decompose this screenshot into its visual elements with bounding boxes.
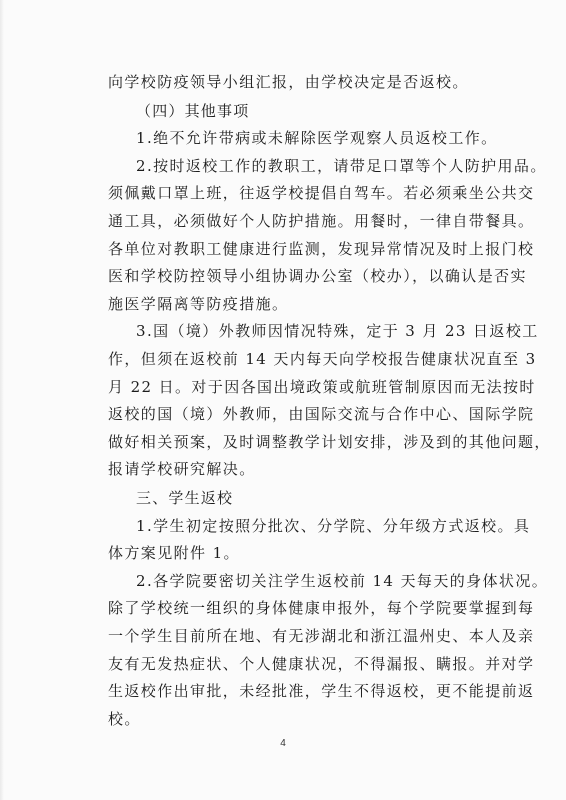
page-number: 4 <box>280 738 286 749</box>
item-3-text: 返校的国（境）外教师，由国际交流与合作中心、国际学院 <box>108 405 535 423</box>
student-item-2-text: 一个学生目前所在地、有无涉湖北和浙江温州史、本人及亲 <box>108 627 535 645</box>
section-heading-other-matters: （四）其他事项 <box>136 102 250 120</box>
text-line-continuation: 向学校防疫领导小组汇报，由学校决定是否返校。 <box>108 73 469 91</box>
item-3-text: 月 22 日。对于因各国出境政策或航班管制原因而无法按时 <box>108 378 536 396</box>
item-3-text: 作，但须在返校前 14 天内每天向学校报告健康状况直至 3 <box>108 350 537 368</box>
student-item-1-text: 1.学生初定按照分批次、分学院、分年级方式返校。具 <box>136 517 531 535</box>
item-3-text: 报请学校研究解决。 <box>108 460 256 478</box>
item-3-text: 3.国（境）外教师因情况特殊，定于 3 月 23 日返校工 <box>136 322 539 340</box>
student-item-2-text: 除了学校统一组织的身体健康申报外，每个学院要掌握到每 <box>108 599 535 617</box>
student-item-1-text: 体方案见附件 1。 <box>108 544 240 562</box>
student-item-2-text: 生返校作出审批，未经批准，学生不得返校，更不能提前返 <box>108 682 535 700</box>
student-item-2-text: 友有无发热症状、个人健康状况，不得漏报、瞒报。并对学 <box>108 655 535 673</box>
item-2-text: 医和学校防控领导小组协调办公室（校办），以确认是否实 <box>108 267 527 285</box>
item-2-text: 2.按时返校工作的教职工，请带足口罩等个人防护用品。 <box>136 157 547 175</box>
item-2-text: 通工具，必须做好个人防护措施。用餐时，一律自带餐具。 <box>108 212 535 230</box>
item-2-text: 施医学隔离等防疫措施。 <box>108 295 289 313</box>
scan-edge <box>0 0 4 800</box>
student-item-2-text: 校。 <box>108 710 141 728</box>
section-heading-student-return: 三、学生返校 <box>136 489 234 507</box>
item-3-text: 做好相关预案，及时调整教学计划安排，涉及到的其他问题， <box>108 433 551 451</box>
item-2-text: 须佩戴口罩上班，往返学校提倡自驾车。若必须乘坐公共交 <box>108 184 535 202</box>
item-1-text: 1.绝不允许带病或未解除医学观察人员返校工作。 <box>136 129 498 147</box>
student-item-2-text: 2.各学院要密切关注学生返校前 14 天每天的身体状况。 <box>136 572 549 590</box>
item-2-text: 各单位对教职工健康进行监测，发现异常情况及时上报门校 <box>108 240 535 258</box>
